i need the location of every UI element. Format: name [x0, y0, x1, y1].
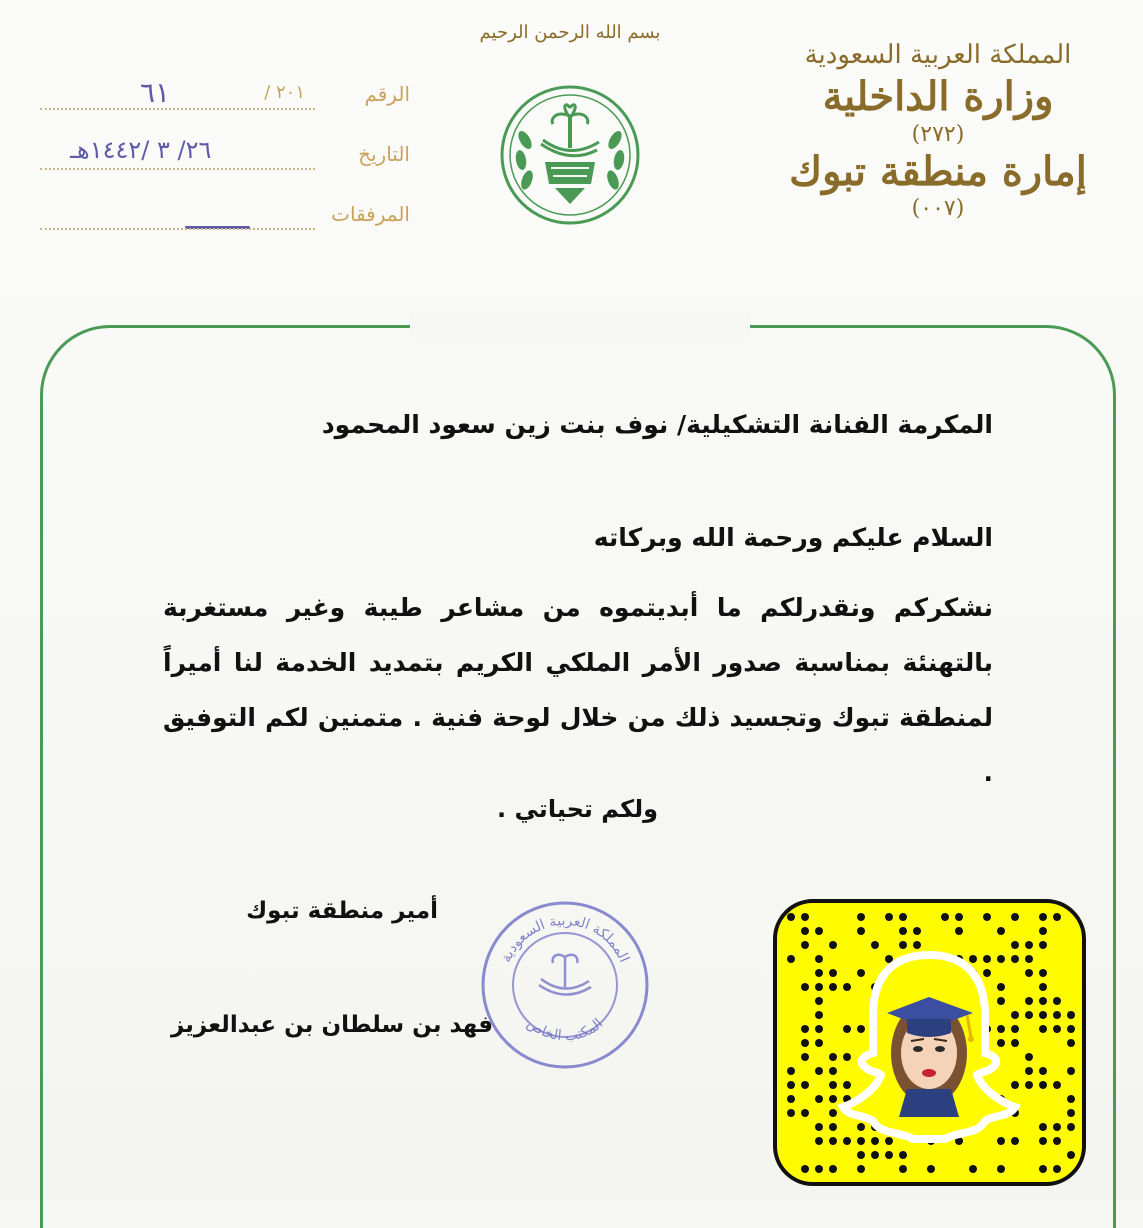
snapcode-dot [829, 1137, 837, 1145]
snapcode-dot [997, 983, 1005, 991]
official-stamp [475, 895, 655, 1075]
snapcode-dot [801, 927, 809, 935]
snapcode-dot [857, 913, 865, 921]
snapcode-dot [1011, 913, 1019, 921]
snapcode-dot [843, 1053, 851, 1061]
snapcode-dot [787, 913, 795, 921]
snapcode-dot [1067, 1025, 1075, 1033]
letter-recipient: المكرمة الفنانة التشكيلية/ نوف بنت زين سعود المحمود [321, 410, 993, 439]
svg-text:المكتب الخاص [524, 1016, 606, 1045]
basmala: بسم الله الرحمن الرحيم [479, 22, 661, 43]
snapcode-dot [843, 1025, 851, 1033]
snapcode-dot [997, 1039, 1005, 1047]
snapcode-dot [899, 941, 907, 949]
snapcode-dot [871, 1151, 879, 1159]
stamp-bottom-text: المكتب الخاص [523, 1015, 607, 1045]
snapcode-dot [829, 1081, 837, 1089]
snapcode-dot [899, 927, 907, 935]
snapcode-dot [787, 955, 795, 963]
emirate-code: (٠٠٧) [911, 196, 965, 221]
snapcode-dot [1039, 1025, 1047, 1033]
snapcode-dot [815, 927, 823, 935]
snapcode-dot [829, 969, 837, 977]
snapcode-dot [1025, 1011, 1033, 1019]
snapcode-dot [815, 955, 823, 963]
snapcode-dot [1039, 1137, 1047, 1145]
snapcode-dot [899, 1165, 907, 1173]
reference-date-value: ٢٦/ ٣ /١٤٤٢هـ [70, 136, 212, 164]
snapcode-dot [997, 927, 1005, 935]
snapcode-dot [1025, 941, 1033, 949]
snapcode-dot [1011, 1137, 1019, 1145]
snapcode-dot [829, 1067, 837, 1075]
snapcode-dot [1067, 1151, 1075, 1159]
stamp-emblem-icon [539, 955, 591, 995]
snapcode-dot [1011, 1011, 1019, 1019]
snapcode-dot [1053, 1123, 1061, 1131]
snapcode-dot [1025, 969, 1033, 977]
snapcode-dot [815, 997, 823, 1005]
snapcode-dot [1025, 997, 1033, 1005]
snapcode-dot [1025, 1053, 1033, 1061]
snapcode-dot [801, 913, 809, 921]
reference-attachments-label: المرفقات [331, 202, 410, 226]
snapcode-dot [857, 927, 865, 935]
snapcode-dot [997, 955, 1005, 963]
snapcode-dot [857, 1165, 865, 1173]
snapcode-dot [787, 1081, 795, 1089]
snapcode-dot [829, 1109, 837, 1117]
snapcode-dot [843, 1137, 851, 1145]
ministry-code: (٢٧٢) [911, 122, 965, 147]
ministry-name: وزارة الداخلية [822, 73, 1054, 120]
snapcode-dot [1053, 1011, 1061, 1019]
snapcode-dot [815, 1025, 823, 1033]
snapcode-dot [1039, 997, 1047, 1005]
snapcode-dot [801, 1165, 809, 1173]
snapcode-dot [1053, 997, 1061, 1005]
snapcode-dot [815, 1165, 823, 1173]
snapcode-dot [1025, 1067, 1033, 1075]
snapcode-dot [1025, 955, 1033, 963]
snapcode-dot [801, 1109, 809, 1117]
snapcode-dot [997, 997, 1005, 1005]
reference-attachments-line [40, 228, 315, 230]
snapcode-dot [801, 1081, 809, 1089]
snapcode-dot [1053, 1137, 1061, 1145]
ministry-header [773, 38, 1103, 222]
letter-greeting: السلام عليكم ورحمة الله وبركاته [593, 523, 993, 552]
snapcode-dot [1053, 913, 1061, 921]
snapcode-dot [1011, 1081, 1019, 1089]
snapcode-dot [871, 1137, 879, 1145]
reference-number-label: الرقم [364, 82, 410, 106]
snapcode-dot [955, 913, 963, 921]
snapcode-dot [829, 941, 837, 949]
snapcode[interactable] [773, 899, 1086, 1186]
reference-fields [30, 72, 410, 252]
snapcode-dot [815, 1011, 823, 1019]
snapcode-dot [857, 1123, 865, 1131]
snapcode-dot [801, 941, 809, 949]
snapcode-dot [871, 941, 879, 949]
snapcode-dot [857, 1151, 865, 1159]
snapcode-dot [829, 1123, 837, 1131]
snapcode-dot [927, 1165, 935, 1173]
snapcode-dot [1039, 1011, 1047, 1019]
snapcode-dot [1039, 1165, 1047, 1173]
snapcode-dot [815, 1123, 823, 1131]
snapcode-dot [1067, 1039, 1075, 1047]
snapcode-dot [1053, 1081, 1061, 1089]
snapcode-dot [1039, 1123, 1047, 1131]
snapcode-dot [983, 913, 991, 921]
reference-date-line [40, 168, 315, 170]
saudi-emblem-icon [495, 80, 645, 230]
snapcode-dot [815, 1039, 823, 1047]
snapcode-dot [885, 913, 893, 921]
snapcode-dot [815, 983, 823, 991]
snapcode-dot [801, 1053, 809, 1061]
snapcode-dot [885, 1137, 893, 1145]
reference-attachments-row [30, 192, 410, 252]
snapcode-dot [997, 1137, 1005, 1145]
snapcode-dot [899, 1151, 907, 1159]
snapcode-dot [1025, 1081, 1033, 1089]
snapcode-dot [1067, 1095, 1075, 1103]
snapcode-dot [815, 969, 823, 977]
snapcode-dot [969, 955, 977, 963]
emirate-name: إمارة منطقة تبوك [789, 148, 1087, 195]
snapcode-dot [787, 1067, 795, 1075]
frame-gap [410, 312, 750, 342]
snapcode-dot [1039, 969, 1047, 977]
snapcode-dot [857, 1137, 865, 1145]
reference-date-row [30, 132, 410, 192]
snapcode-dot [801, 1039, 809, 1047]
snapcode-dot [843, 1081, 851, 1089]
snapcode-dot [941, 913, 949, 921]
snapcode-dot [1011, 1039, 1019, 1047]
snapcode-dot [997, 1165, 1005, 1173]
snapcode-dot [1011, 955, 1019, 963]
snapcode-dot [983, 969, 991, 977]
snapcode-dot [1067, 1011, 1075, 1019]
snapcode-dot [1011, 941, 1019, 949]
snapcode-dot [913, 941, 921, 949]
snapcode-dot [787, 1095, 795, 1103]
snapcode-dot [815, 1137, 823, 1145]
snapcode-dot [1067, 1109, 1075, 1117]
snapcode-dot [1067, 1067, 1075, 1075]
snapcode-dot [815, 1067, 823, 1075]
kingdom-name: المملكة العربية السعودية [804, 40, 1072, 70]
snapcode-dot [1039, 1081, 1047, 1089]
snapcode-pattern [777, 903, 1082, 1182]
reference-number-prefix: ٢٠١ / [264, 82, 305, 103]
snapcode-dot [1039, 927, 1047, 935]
snapcode-dot [1067, 1123, 1075, 1131]
snapcode-dot [815, 1095, 823, 1103]
snapcode-dot [787, 1109, 795, 1117]
snapcode-dot [899, 913, 907, 921]
snapcode-dot [843, 983, 851, 991]
letter-body: نشكركم ونقدرلكم ما أبديتموه من مشاعر طيبة وغير مستغربة بالتهنئة بمناسبة صدور الأمر الملكي الكريم بتمديد الخدمة لنا أميراً لمنطقة تبوك وتجسيد ذلك من خلال لوحة فنية . متمنين لكم التوفيق . [163, 593, 993, 787]
snapcode-dot [913, 927, 921, 935]
snapcode-dot [1053, 1165, 1061, 1173]
snapcode-dot [885, 1151, 893, 1159]
snapcode-dot [801, 983, 809, 991]
snapcode-dot [829, 983, 837, 991]
snapcode-dot [1039, 1067, 1047, 1075]
snapcode-dot [955, 927, 963, 935]
reference-number-line [40, 108, 315, 110]
snapcode-dot [1039, 983, 1047, 991]
signatory-title: أمير منطقة تبوك [246, 898, 438, 924]
reference-number-value: ٦١ [140, 76, 171, 109]
snapcode-dot [983, 955, 991, 963]
snapcode-dot [829, 1053, 837, 1061]
snapcode-dot [997, 1025, 1005, 1033]
snapcode-dot [969, 1165, 977, 1173]
snapcode-dot [1053, 1025, 1061, 1033]
signatory-name: فهد بن سلطان بن عبدالعزيز [170, 1012, 493, 1038]
stamp-ring-text: المملكة العربية السعودية [498, 912, 632, 965]
snapcode-dot [1011, 1025, 1019, 1033]
snapcode-dot [1039, 941, 1047, 949]
reference-date-label: التاريخ [358, 142, 410, 166]
snapcode-dot [801, 1025, 809, 1033]
snapcode-dot [857, 969, 865, 977]
snapcode-dot [1039, 913, 1047, 921]
snapcode-dot [829, 1095, 837, 1103]
letter-closing: ولكم تحياتي . [497, 795, 658, 823]
snapcode-dot [829, 1165, 837, 1173]
reference-number-row [30, 72, 410, 132]
snapcode-dot [857, 1025, 865, 1033]
